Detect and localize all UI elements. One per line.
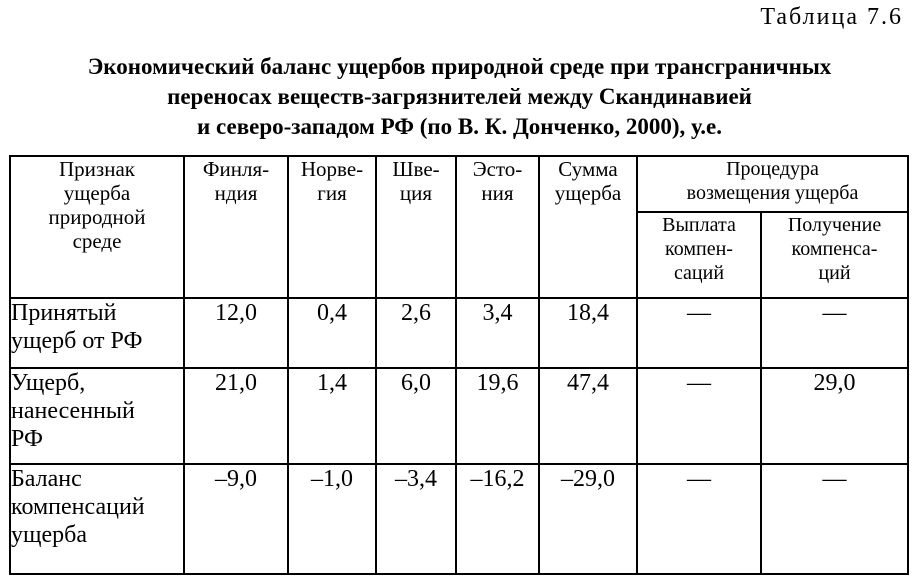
cell-estonia: 3,4 — [456, 298, 539, 368]
title-line-1: Экономический баланс ущербов природной среде при трансграничных — [87, 54, 832, 79]
header-sweden: Шве- ция — [376, 156, 456, 298]
row-label: Ущерб, нанесенный РФ — [10, 368, 184, 464]
cell-receipt: — — [761, 298, 908, 368]
cell-norway: 0,4 — [288, 298, 376, 368]
cell-sweden: –3,4 — [376, 464, 456, 574]
cell-sum: 18,4 — [539, 298, 637, 368]
header-finland: Финля- ндия — [184, 156, 288, 298]
cell-finland: 12,0 — [184, 298, 288, 368]
cell-sweden: 6,0 — [376, 368, 456, 464]
cell-payment: — — [637, 464, 761, 574]
header-norway: Норве- гия — [288, 156, 376, 298]
table-row — [10, 298, 908, 368]
header-payment: Выплата компен- саций — [637, 212, 761, 298]
row-label: Принятый ущерб от РФ — [10, 298, 184, 368]
header-sum: Сумма ущерба — [539, 156, 637, 298]
title-line-3: и северо-западом РФ (по В. К. Донченко, 2000), у.е. — [197, 114, 722, 139]
cell-sum: 47,4 — [539, 368, 637, 464]
cell-estonia: –16,2 — [456, 464, 539, 574]
cell-estonia: 19,6 — [456, 368, 539, 464]
cell-payment: — — [637, 298, 761, 368]
cell-norway: 1,4 — [288, 368, 376, 464]
title-line-2: переносах веществ-загрязнителей между Скандинавией — [167, 84, 752, 109]
table-row — [10, 464, 908, 574]
table-title — [0, 52, 919, 142]
cell-sum: –29,0 — [539, 464, 637, 574]
balance-table — [9, 155, 909, 575]
cell-sweden: 2,6 — [376, 298, 456, 368]
cell-finland: 21,0 — [184, 368, 288, 464]
cell-norway: –1,0 — [288, 464, 376, 574]
header-procedure: Процедура возмещения ущерба — [637, 156, 908, 212]
cell-receipt: — — [761, 464, 908, 574]
table-number: Таблица 7.6 — [760, 4, 903, 30]
header-attribute: Признак ущерба природной среде — [10, 156, 184, 298]
header-receipt: Получение компенса- ций — [761, 212, 908, 298]
cell-finland: –9,0 — [184, 464, 288, 574]
row-label: Баланс компенсаций ущерба — [10, 464, 184, 574]
cell-payment: — — [637, 368, 761, 464]
header-estonia: Эсто- ния — [456, 156, 539, 298]
header-row-1 — [10, 156, 908, 212]
table-row — [10, 368, 908, 464]
cell-receipt: 29,0 — [761, 368, 908, 464]
